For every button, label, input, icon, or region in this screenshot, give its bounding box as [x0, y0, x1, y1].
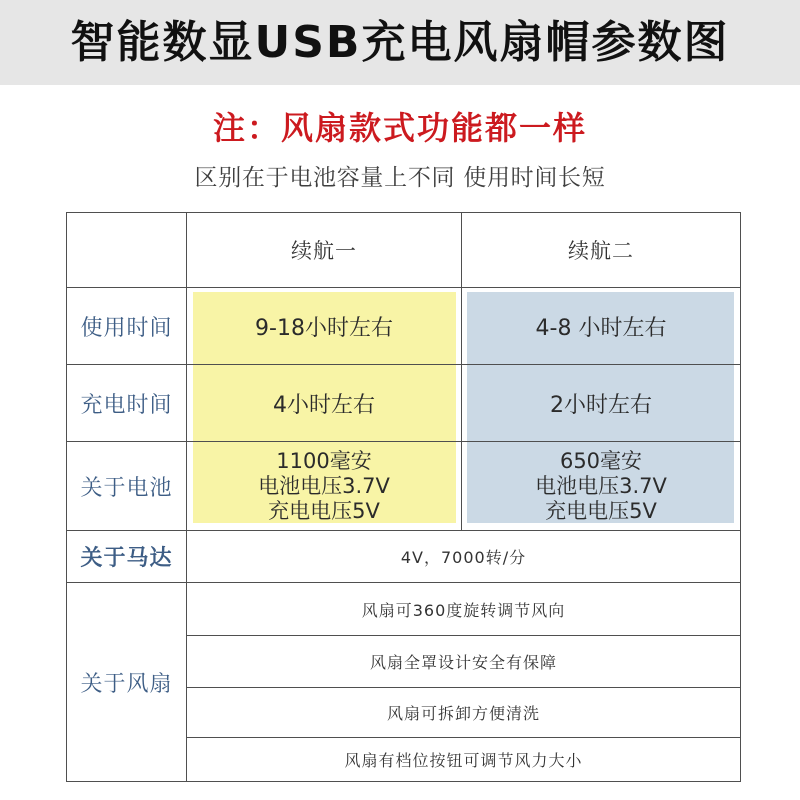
battery-option-2	[462, 442, 741, 531]
battery-voltage: 电池电压3.7V	[258, 473, 390, 498]
usage-time-option-1: 9-18小时左右	[187, 288, 462, 365]
difference-note: 区别在于电池容量上不同 使用时间长短	[194, 165, 606, 191]
fan-feature-speed-buttons: 风扇有档位按钮可调节风力大小	[187, 738, 741, 782]
battery-option-1	[187, 442, 462, 531]
row-label-charge-time: 充电时间	[67, 365, 187, 442]
fan-feature-full-cover: 风扇全罩设计安全有保障	[187, 636, 741, 688]
row-label-battery: 关于电池	[67, 442, 187, 531]
table-row-fan-feature	[67, 583, 741, 636]
charge-time-option-1: 4小时左右	[187, 365, 462, 442]
battery-capacity: 650毫安	[559, 448, 643, 473]
header-band	[0, 0, 800, 85]
table-row-battery	[67, 442, 741, 531]
row-label-fan: 关于风扇	[67, 583, 187, 782]
header-corner-cell	[67, 213, 187, 288]
page-title: 智能数显USB充电风扇帽参数图	[70, 17, 730, 68]
fan-feature-rotation: 风扇可360度旋转调节风向	[187, 583, 741, 636]
column-header-option-1: 续航一	[187, 213, 462, 288]
battery-voltage: 电池电压3.7V	[535, 473, 667, 498]
style-note: 注：风扇款式功能都一样	[212, 109, 587, 147]
motor-spec: 4V，7000转/分	[187, 531, 741, 583]
row-label-motor: 关于马达	[67, 531, 187, 583]
table-row-charge-time	[67, 365, 741, 442]
fan-feature-removable: 风扇可拆卸方便清洗	[187, 688, 741, 738]
charging-voltage: 充电电压5V	[268, 498, 380, 523]
column-header-option-2: 续航二	[462, 213, 741, 288]
spec-table	[66, 212, 741, 782]
table-header-row	[67, 213, 741, 288]
table-row-usage-time	[67, 288, 741, 365]
row-label-usage-time: 使用时间	[67, 288, 187, 365]
usage-time-option-2: 4-8 小时左右	[462, 288, 741, 365]
charge-time-option-2: 2小时左右	[462, 365, 741, 442]
battery-capacity: 1100毫安	[276, 448, 372, 473]
table-row-motor	[67, 531, 741, 583]
charging-voltage: 充电电压5V	[545, 498, 657, 523]
